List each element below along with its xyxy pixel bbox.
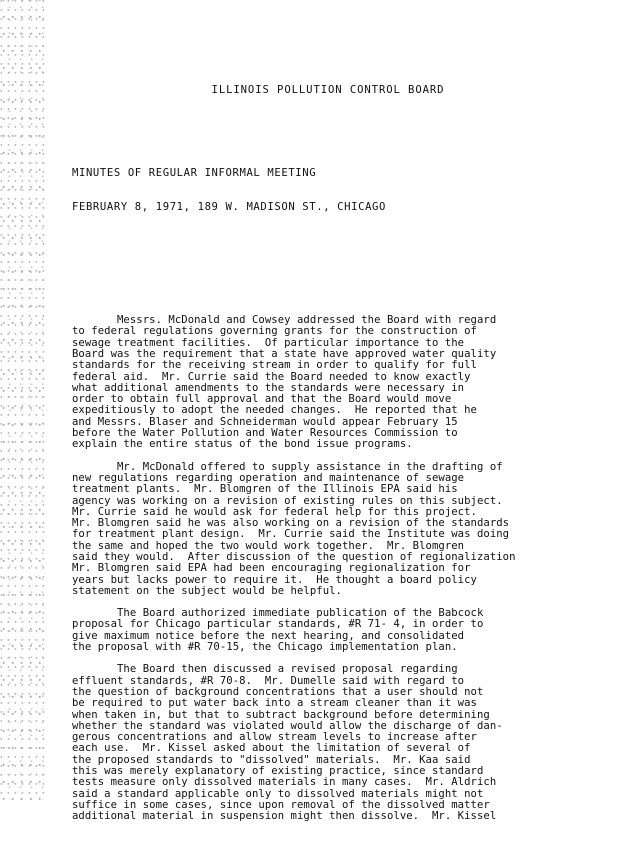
document-page	[72, 62, 572, 845]
paragraph-line: gerous concentrations and allow stream levels to increase after	[72, 731, 477, 744]
paragraph-line: The Board authorized immediate publication of the Babcock	[72, 607, 484, 620]
paragraph-line: proposal for Chicago particular standards, #R 71- 4, in order to	[72, 618, 484, 631]
paragraph-line: for treatment plant design. Mr. Currie said the Institute was doing	[72, 528, 510, 541]
minutes-paragraph	[72, 462, 572, 598]
paragraph-line: Mr. Currie said he would ask for federal help for this project.	[72, 505, 477, 518]
minutes-body	[72, 315, 572, 822]
paragraph-line: Mr. Blomgren said he was also working on a revision of the standards	[72, 517, 510, 530]
paragraph-line: the proposed standards to "dissolved" materials. Mr. Kaa said	[72, 753, 471, 766]
paragraph-line: the question of background concentrations that a user should not	[72, 685, 484, 698]
paragraph-line: The Board then discussed a revised proposal regarding	[72, 663, 458, 676]
paragraph-line: the same and hoped the two would work together. Mr. Blomgren	[72, 539, 465, 552]
paragraph-line: years but lacks power to require it. He thought a board policy	[72, 573, 477, 586]
paragraph-line: to federal regulations governing grants for the construction of	[72, 325, 477, 338]
subheading-line: MINUTES OF REGULAR INFORMAL MEETING	[72, 167, 317, 180]
paragraph-line: said they would. After discussion of the question of regionalization	[72, 550, 516, 563]
scan-edge-noise	[0, 0, 46, 800]
paragraph-line: before the Water Pollution and Water Resources Commission to	[72, 427, 458, 440]
paragraph-line: additional material in suspension might then dissolve. Mr. Kissel	[72, 810, 497, 823]
paragraph-line: suffice in some cases, since upon removal of the dissolved matter	[72, 798, 490, 811]
paragraph-line: whether the standard was violated would allow the discharge of dan-	[72, 719, 503, 732]
paragraph-line: explain the entire status of the bond issue programs.	[72, 438, 413, 451]
minutes-paragraph	[72, 608, 572, 653]
paragraph-line: when taken in, but that to subtract background before determining	[72, 708, 490, 721]
paragraph-line: each use. Mr. Kissel asked about the limitation of several of	[72, 742, 471, 755]
paragraph-line: tests measure only dissolved materials in many cases. Mr. Aldrich	[72, 776, 497, 789]
paragraph-line: and Messrs. Blaser and Schneiderman would appear February 15	[72, 415, 458, 428]
minutes-paragraph	[72, 315, 572, 451]
paragraph-line: Mr. Blomgren said EPA had been encouraging regionalization for	[72, 562, 471, 575]
paragraph-line: federal aid. Mr. Currie said the Board needed to know exactly	[72, 370, 471, 383]
paragraph-line: said a standard applicable only to dissolved materials might not	[72, 787, 484, 800]
paragraph-line: standards for the receiving stream in order to qualify for full	[72, 359, 477, 372]
paragraph-line: give maximum notice before the next hearing, and consolidated	[72, 629, 465, 642]
meeting-subheading	[72, 146, 572, 236]
minutes-paragraph	[72, 664, 572, 822]
paragraph-line: what additional amendments to the standards were necessary in	[72, 381, 465, 394]
paragraph-line: Messrs. McDonald and Cowsey addressed the Board with regard	[72, 314, 497, 327]
paragraph-line: expeditiously to adopt the needed changes. He reported that he	[72, 404, 477, 417]
document-title: ILLINOIS POLLUTION CONTROL BOARD	[211, 83, 445, 96]
paragraph-line: new regulations regarding operation and maintenance of sewage	[72, 471, 465, 484]
paragraph-line: the proposal with #R 70-15, the Chicago implementation plan.	[72, 641, 458, 654]
paragraph-line: Board was the requirement that a state have approved water quality	[72, 347, 497, 360]
paragraph-line: order to obtain full approval and that the Board would move	[72, 393, 452, 406]
paragraph-line: this was merely explanatory of existing practice, since standard	[72, 765, 484, 778]
paragraph-line: Mr. McDonald offered to supply assistance in the drafting of	[72, 460, 503, 473]
paragraph-line: statement on the subject would be helpful.	[72, 584, 342, 597]
subheading-line: FEBRUARY 8, 1971, 189 W. MADISON ST., CHICAGO	[72, 201, 387, 214]
paragraph-line: effluent standards, #R 70-8. Mr. Dumelle said with regard to	[72, 674, 465, 687]
paragraph-line: agency was working on a revision of existing rules on this subject.	[72, 494, 503, 507]
paragraph-line: treatment plants. Mr. Blomgren of the Illinois EPA said his	[72, 483, 458, 496]
paragraph-line: be required to put water back into a stream cleaner than it was	[72, 697, 477, 710]
paragraph-line: sewage treatment facilities. Of particular importance to the	[72, 336, 465, 349]
